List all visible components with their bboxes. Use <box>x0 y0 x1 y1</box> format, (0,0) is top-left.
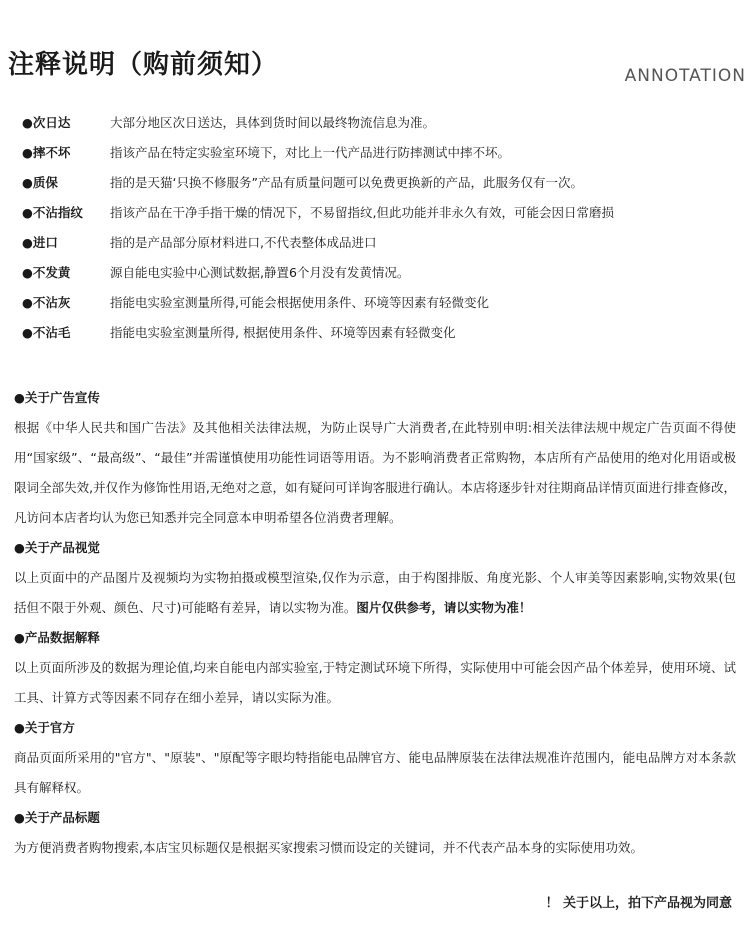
term-description: 大部分地区次日送达，具体到货时间以最终物流信息为准。 <box>110 115 436 130</box>
term-name: ●进口 <box>22 235 58 250</box>
term-name: ●质保 <box>22 175 58 190</box>
term-name: ●不沾毛 <box>22 325 71 340</box>
section-title-data: ●产品数据解释 <box>14 630 100 645</box>
section-body-ad: 根据《中华人民共和国广告法》及其他相关法律法规，为防止误导广大消费者,在此特别申明:相关法律法规中规定广告页面不得使用“国家级”、“最高级”、“最佳”并需谨慎使用功能性词语等用语。为不影响消费者正常购物，本店所有产品使用的绝对化用语或极限词全部失效,并仅作为修饰性用语,无绝对之意，如有疑问可详询客服进行确认。本店将逐步针对往期商品详情页面进行排查修改，凡访问本店者均认为您已知悉并完全同意本申明希望各位消费者理解。 <box>14 420 736 525</box>
term-name: ●不沾指纹 <box>22 205 83 220</box>
page-title: 注释说明（购前须知） <box>8 50 279 80</box>
list-item <box>22 197 742 227</box>
section-body-product-title: 为方便消费者购物搜索,本店宝贝标题仅是根据买家搜索习惯而设定的关键词，并不代表产品本身的实际使用功效。 <box>14 840 643 855</box>
header <box>0 0 750 100</box>
list-item <box>22 107 742 137</box>
term-name: ●不沾灰 <box>22 295 71 310</box>
term-description: 源自能电实验中心测试数据,静置6个月没有发黄情况。 <box>110 265 410 280</box>
terms-list <box>22 107 742 347</box>
section-title-product-title: ●关于产品标题 <box>14 810 100 825</box>
term-description: 指的是天猫‘只换不修服务”产品有质量问题可以免费更换新的产品，此服务仅有一次。 <box>110 175 583 190</box>
list-item <box>22 227 742 257</box>
annotation-label: ANNOTATION <box>624 66 746 86</box>
section-body-visual-text: 以上页面中的产品图片及视频均为实物拍摄或模型渲染,仅作为示意，由于构图排版、角度光影、个人审美等因素影响,实物效果(包括但不限于外观、颜色、尺寸)可能略有差异，请以实物为准。 <box>14 570 736 615</box>
section-body-visual-emphasis: 图片仅供参考，请以实物为准！ <box>356 600 532 615</box>
section-body-data: 以上页面所涉及的数据为理论值,均来自能电内部实验室,于特定测试环境下所得，实际使用中可能会因产品个体差异，使用环境、试工具、计算方式等因素不同存在细小差异，请以实际为准。 <box>14 660 736 705</box>
term-name: ●不发黄 <box>22 265 71 280</box>
term-name: ●次日达 <box>22 115 71 130</box>
list-item <box>22 167 742 197</box>
term-description: 指该产品在干净手指干燥的情况下，不易留指纹,但此功能并非永久有效，可能会因日常磨损 <box>110 205 614 220</box>
term-description: 指该产品在特定实验室环境下，对比上一代产品进行防摔测试中摔不坏。 <box>110 145 511 160</box>
notice-sections <box>14 383 736 863</box>
list-item <box>22 317 742 347</box>
term-description: 指能电实验室测量所得, 根据使用条件、环境等因素有轻微变化 <box>110 325 456 340</box>
list-item <box>22 137 742 167</box>
section-title-official: ●关于官方 <box>14 720 75 735</box>
section-title-visual: ●关于产品视觉 <box>14 540 100 555</box>
term-description: 指能电实验室测量所得,可能会根据使用条件、环境等因素有轻微变化 <box>110 295 489 310</box>
term-name: ●摔不坏 <box>22 145 71 160</box>
section-body-visual <box>14 563 736 623</box>
list-item <box>22 287 742 317</box>
term-description: 指的是产品部分原材料进口,不代表整体成品进口 <box>110 235 377 250</box>
list-item <box>22 257 742 287</box>
section-title-ad: ●关于广告宣传 <box>14 390 100 405</box>
section-body-official: 商品页面所采用的"官方"、"原装"、"原配等字眼均特指能电品牌官方、能电品牌原装在法律法规准许范围内，能电品牌方对本条款具有解释权。 <box>14 750 736 795</box>
agreement-notice: ！ 关于以上，拍下产品视为同意 <box>545 896 732 911</box>
